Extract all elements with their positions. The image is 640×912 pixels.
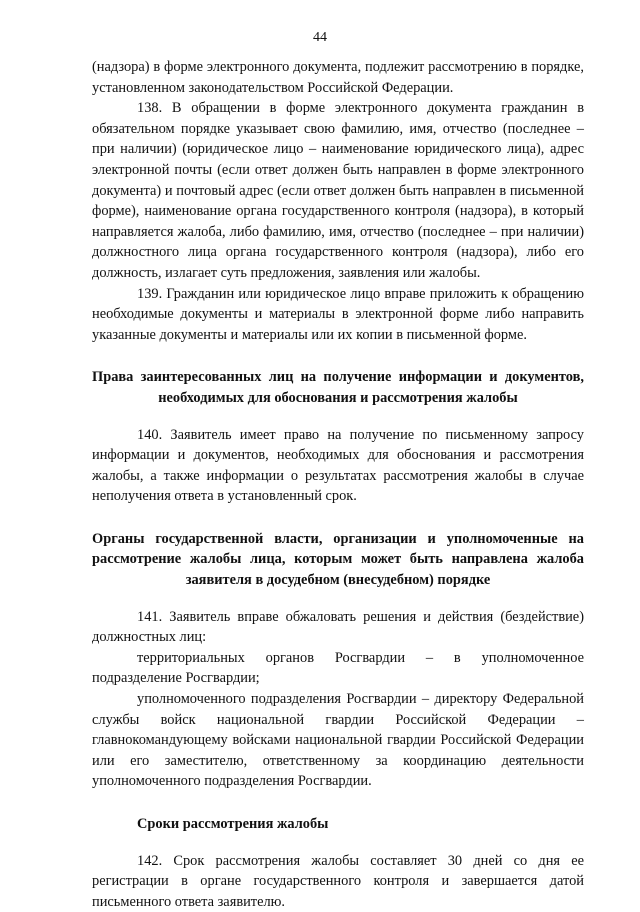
paragraph-139: 139. Гражданин или юридическое лицо вправе приложить к обращению необходимые документы и материалы в электронной форме либо направить указанные документы и материалы или их копии в письменной форме. xyxy=(92,285,584,343)
page-number: 44 xyxy=(313,30,327,45)
paragraph-continuation: (надзора) в форме электронного документа, подлежит рассмотрению в порядке, установленном законодательством Российской Федерации. xyxy=(92,59,584,96)
paragraph-141: 141. Заявитель вправе обжаловать решения и действия (бездействие) должностных лиц: xyxy=(92,608,584,646)
document-body xyxy=(92,57,584,912)
section-heading-rights: Права заинтересованных лиц на получение информации и документов, необходимых для обоснования и рассмотрения жалобы xyxy=(92,369,584,406)
section-heading-authorities: Органы государственной власти, организации и уполномоченные на рассмотрение жалобы лица, которым может быть направлена жалоба заявителя в досудебном (внесудебном) порядке xyxy=(92,530,584,589)
section-heading-terms: Сроки рассмотрения жалобы xyxy=(137,816,329,832)
paragraph-140: 140. Заявитель имеет право на получение по письменному запросу информации и документов, необходимых для обоснования и рассмотрения жалобы, а также информации о результатах рассмотрения жалобы в случае неполучения ответа в установленный срок. xyxy=(92,426,584,505)
paragraph-142: 142. Срок рассмотрения жалобы составляет 30 дней со дня ее регистрации в органе государственного контроля и завершается датой письменного ответа заявителю. xyxy=(92,852,584,910)
paragraph-141-item-2: уполномоченного подразделения Росгвардии – директору Федеральной службы войск национальной гвардии Российской Федерации – главнокомандующему войсками национальной гвардии Российской Федерации или его заместителю, ответственному за координацию деятельности уполномоченного подразделения Росгвардии. xyxy=(92,691,584,790)
paragraph-141-item-1: территориальных органов Росгвардии – в уполномоченное подразделение Росгвардии; xyxy=(92,649,584,687)
paragraph-138: 138. В обращении в форме электронного документа гражданин в обязательном порядке указывает свою фамилию, имя, отчество (последнее – при наличии) (юридическое лицо – наименование юридического лица), адрес электронной почты (если ответ должен быть направлен в форме электронного документа) и почтовый адрес (если ответ должен быть направлен в письменной форме), наименование органа государственного контроля (надзора), в который направляется жалоба, либо фамилию, имя, отчество (последнее – при наличии) должностного лица органа государственного контроля (надзора), либо его должность, излагает суть предложения, заявления или жалобы. xyxy=(92,100,584,281)
